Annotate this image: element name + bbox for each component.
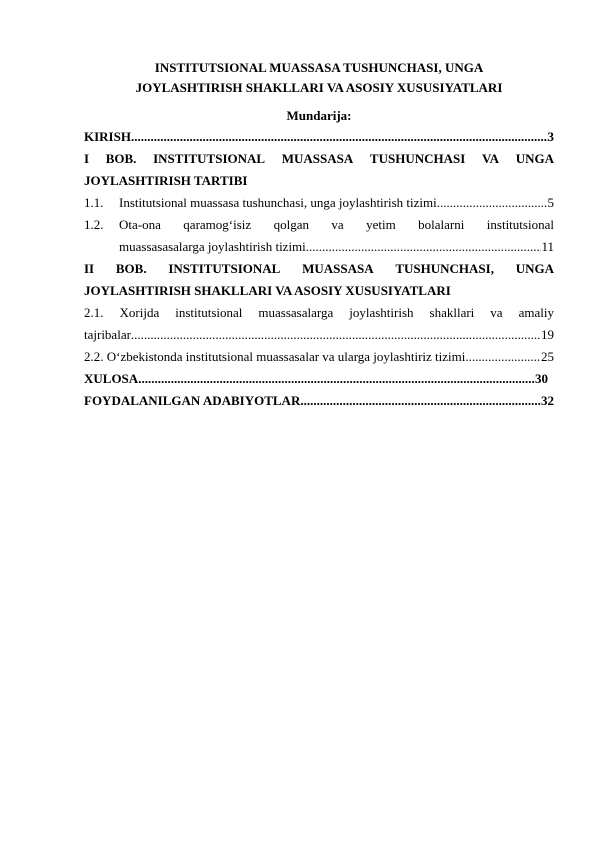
toc-page-number: 30 [535, 371, 548, 386]
word: qolgan [273, 217, 309, 232]
word: institutsional [486, 217, 554, 232]
toc-entry-label: 2.2. O‘zbekistonda institutsional muassasalar va ularga joylashtiriz tizimi [84, 349, 466, 364]
word: yetim [366, 217, 396, 232]
chapter-2-heading-line-2 [84, 280, 554, 302]
toc-entry-label: KIRISH [84, 129, 131, 144]
word: II [84, 261, 95, 276]
word: MUASSASA [302, 261, 374, 276]
word: bolalarni [418, 217, 465, 232]
toc-page-number: 5 [547, 195, 554, 210]
chapter-1-heading-text: JOYLASHTIRISH TARTIBI [84, 173, 248, 188]
word: institutsional [175, 305, 243, 320]
dot-leader [306, 236, 542, 258]
toc-page-number: 19 [541, 327, 554, 342]
word: shakllari [429, 305, 475, 320]
section-number: 1.2. [84, 217, 104, 232]
word: MUASSASA [281, 151, 354, 166]
word: UNGA [515, 151, 554, 166]
toc-heading: Mundarija: [286, 108, 352, 123]
word: joylashtirish [349, 305, 414, 320]
word: BOB. [105, 151, 137, 166]
toc-entry-label: tajribalar [84, 327, 131, 342]
word: 2.1. [84, 305, 104, 320]
word: TUSHUNCHASI [369, 151, 466, 166]
table-of-contents [84, 126, 554, 412]
toc-entry-xulosa[interactable] [84, 368, 554, 390]
toc-entry-1-1[interactable] [84, 192, 554, 214]
word: INSTITUTSIONAL [153, 151, 266, 166]
section-number: 1.1. [84, 195, 104, 210]
toc-page-number: 11 [541, 239, 554, 254]
entry-1-2-line-2[interactable] [84, 236, 554, 258]
toc-chapter-2[interactable] [84, 258, 554, 280]
toc-page-number: 32 [541, 393, 554, 408]
toc-entry-2-1[interactable] [84, 302, 554, 324]
document-title [84, 58, 554, 98]
entry-2-1-line-2[interactable] [84, 324, 554, 346]
chapter-2-heading-text: JOYLASHTIRISH SHAKLLARI VA ASOSIY XUSUSIYATLARI [84, 283, 451, 298]
dot-leader [131, 126, 548, 148]
dot-leader [437, 192, 548, 214]
toc-entry-adabiyotlar[interactable] [84, 390, 554, 412]
word: Ota-ona [119, 217, 161, 232]
word: TUSHUNCHASI, [395, 261, 494, 276]
chapter-1-heading-line-2 [84, 170, 554, 192]
word: VA [481, 151, 500, 166]
entry-1-2-line-1 [119, 214, 554, 236]
toc-chapter-1[interactable] [84, 148, 554, 170]
word: va [490, 305, 503, 320]
word: BOB. [115, 261, 147, 276]
toc-entry-label: muassasasalarga joylashtirish tizimi [119, 239, 306, 254]
toc-entry-label: FOYDALANILGAN ADABIYOTLAR [84, 393, 301, 408]
entry-2-1-line-1 [84, 302, 554, 324]
toc-entry-1-2[interactable] [84, 214, 554, 236]
word: UNGA [515, 261, 554, 276]
word: I [84, 151, 90, 166]
toc-entry-kirish[interactable] [84, 126, 554, 148]
word: va [331, 217, 344, 232]
title-line-2: JOYLASHTIRISH SHAKLLARI VA ASOSIY XUSUSIYATLARI [135, 80, 503, 95]
toc-entry-2-2[interactable] [84, 346, 554, 368]
word: INSTITUTSIONAL [168, 261, 281, 276]
dot-leader [131, 324, 541, 346]
dot-leader [300, 390, 541, 412]
word: amaliy [518, 305, 554, 320]
toc-entry-label: Institutsional muassasa tushunchasi, unga joylashtirish tizimi [119, 195, 437, 210]
chapter-2-heading-line-1 [84, 258, 554, 280]
word: qaramog‘isiz [183, 217, 252, 232]
toc-page-number: 25 [541, 349, 554, 364]
dot-leader [138, 368, 535, 390]
title-line-1: INSTITUTSIONAL MUASSASA TUSHUNCHASI, UNGA [154, 60, 484, 75]
word: muassasalarga [258, 305, 334, 320]
dot-leader [465, 346, 541, 368]
toc-entry-label: XULOSA [84, 371, 139, 386]
toc-page-number: 3 [547, 129, 554, 144]
chapter-1-heading-line-1 [84, 148, 554, 170]
word: Xorijda [119, 305, 160, 320]
